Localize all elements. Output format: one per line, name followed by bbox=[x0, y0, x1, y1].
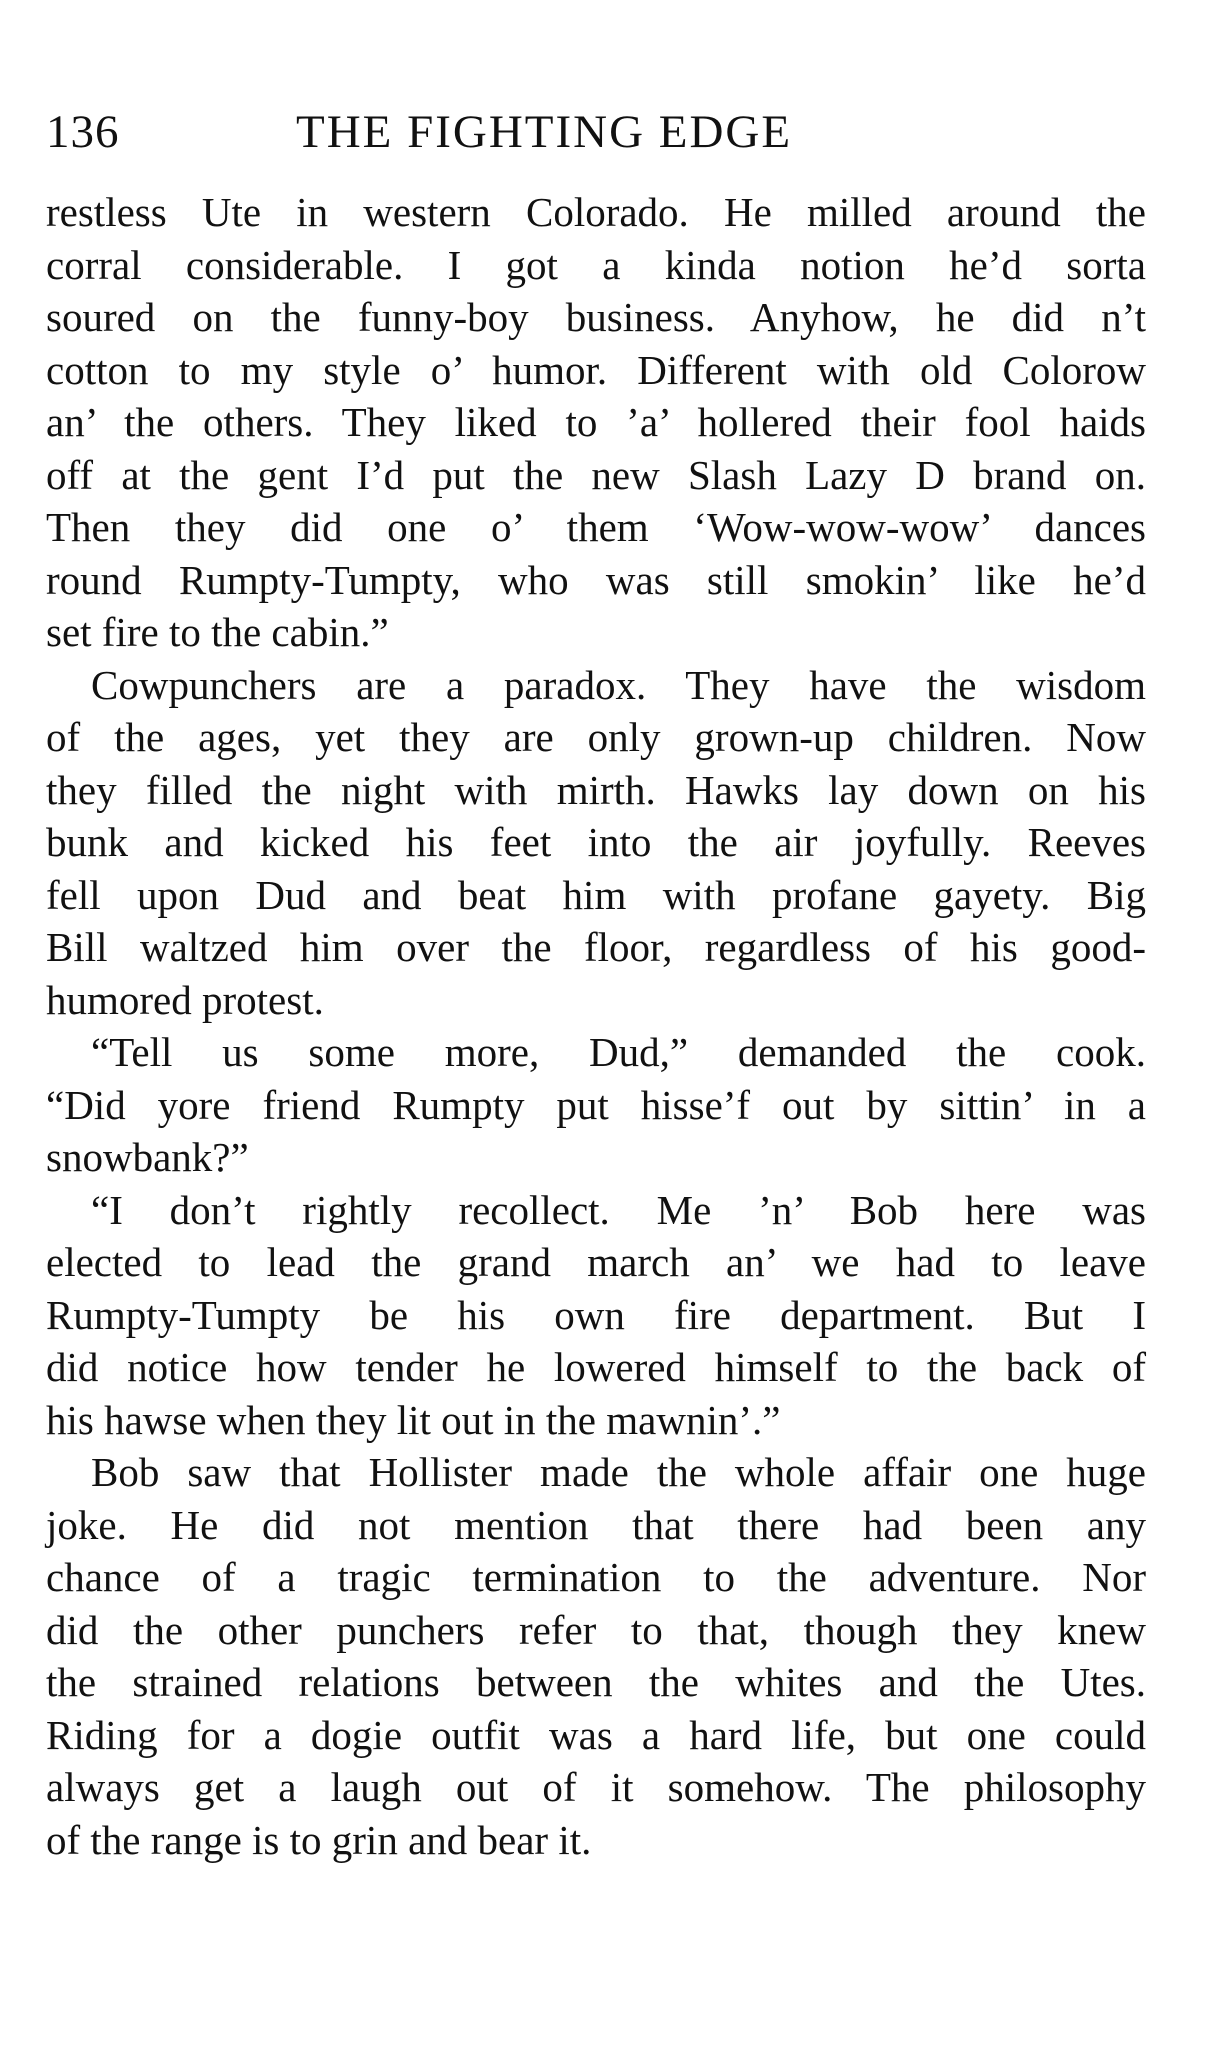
text-line: of the range is to grin and bear it. bbox=[46, 1816, 592, 1863]
text-line: chance of a tragic termination to the adventure. Nor bbox=[46, 1554, 1146, 1600]
text-line: did the other punchers refer to that, though they knew bbox=[46, 1606, 1146, 1653]
text-line: snowbank?” bbox=[46, 1134, 249, 1180]
text-line: humored protest. bbox=[46, 976, 324, 1023]
text-line: they filled the night with mirth. Hawks lay down on his bbox=[46, 766, 1146, 813]
body-text bbox=[46, 186, 1146, 1866]
text-line: “Did yore friend Rumpty put hisse’f out by sittin’ in a bbox=[46, 1081, 1146, 1128]
text-line: Rumpty-Tumpty be his own fire department. But I bbox=[46, 1291, 1146, 1338]
text-line: fell upon Dud and beat him with profane gayety. Big bbox=[46, 871, 1146, 918]
page-number: 136 bbox=[46, 106, 120, 158]
text-line: did notice how tender he lowered himself to the back of bbox=[46, 1344, 1146, 1390]
text-line: bunk and kicked his feet into the air joyfully. Reeves bbox=[46, 819, 1146, 865]
text-line: elected to lead the grand march an’ we had to leave bbox=[46, 1239, 1146, 1285]
text-line: set fire to the cabin.” bbox=[46, 609, 389, 655]
text-line: Bob saw that Hollister made the whole affair one huge bbox=[91, 1449, 1146, 1495]
text-line: his hawse when they lit out in the mawnin’.” bbox=[46, 1396, 781, 1443]
text-line: Bill waltzed him over the floor, regardless of his good- bbox=[46, 924, 1146, 970]
text-line: the strained relations between the whites and the Utes. bbox=[46, 1659, 1146, 1705]
text-line: of the ages, yet they are only grown-up children. Now bbox=[46, 714, 1146, 760]
text-line: Cowpunchers are a paradox. They have the wisdom bbox=[91, 661, 1146, 708]
text-line: always get a laugh out of it somehow. The philosophy bbox=[46, 1764, 1146, 1810]
text-line: an’ the others. They liked to ’a’ hollered their fool haids bbox=[46, 399, 1146, 445]
text-line: “Tell us some more, Dud,” demanded the cook. bbox=[91, 1029, 1146, 1075]
page-header bbox=[46, 102, 1146, 162]
running-title: THE FIGHTING EDGE bbox=[296, 106, 793, 158]
text-line: round Rumpty-Tumpty, who was still smokin’ like he’d bbox=[46, 556, 1146, 603]
text-line: Riding for a dogie outfit was a hard life, but one could bbox=[46, 1711, 1146, 1758]
text-line: restless Ute in western Colorado. He milled around the bbox=[46, 189, 1146, 235]
text-line: joke. He did not mention that there had been any bbox=[46, 1501, 1146, 1548]
text-line: off at the gent I’d put the new Slash Lazy D brand on. bbox=[46, 451, 1146, 498]
text-line: cotton to my style o’ humor. Different with old Colorow bbox=[46, 346, 1146, 393]
text-line: Then they did one o’ them ‘Wow-wow-wow’ dances bbox=[46, 504, 1146, 550]
text-line: soured on the funny-boy business. Anyhow, he did n’t bbox=[46, 294, 1146, 340]
text-line: corral considerable. I got a kinda notion he’d sorta bbox=[46, 241, 1146, 288]
text-line: “I don’t rightly recollect. Me ’n’ Bob here was bbox=[91, 1186, 1146, 1233]
